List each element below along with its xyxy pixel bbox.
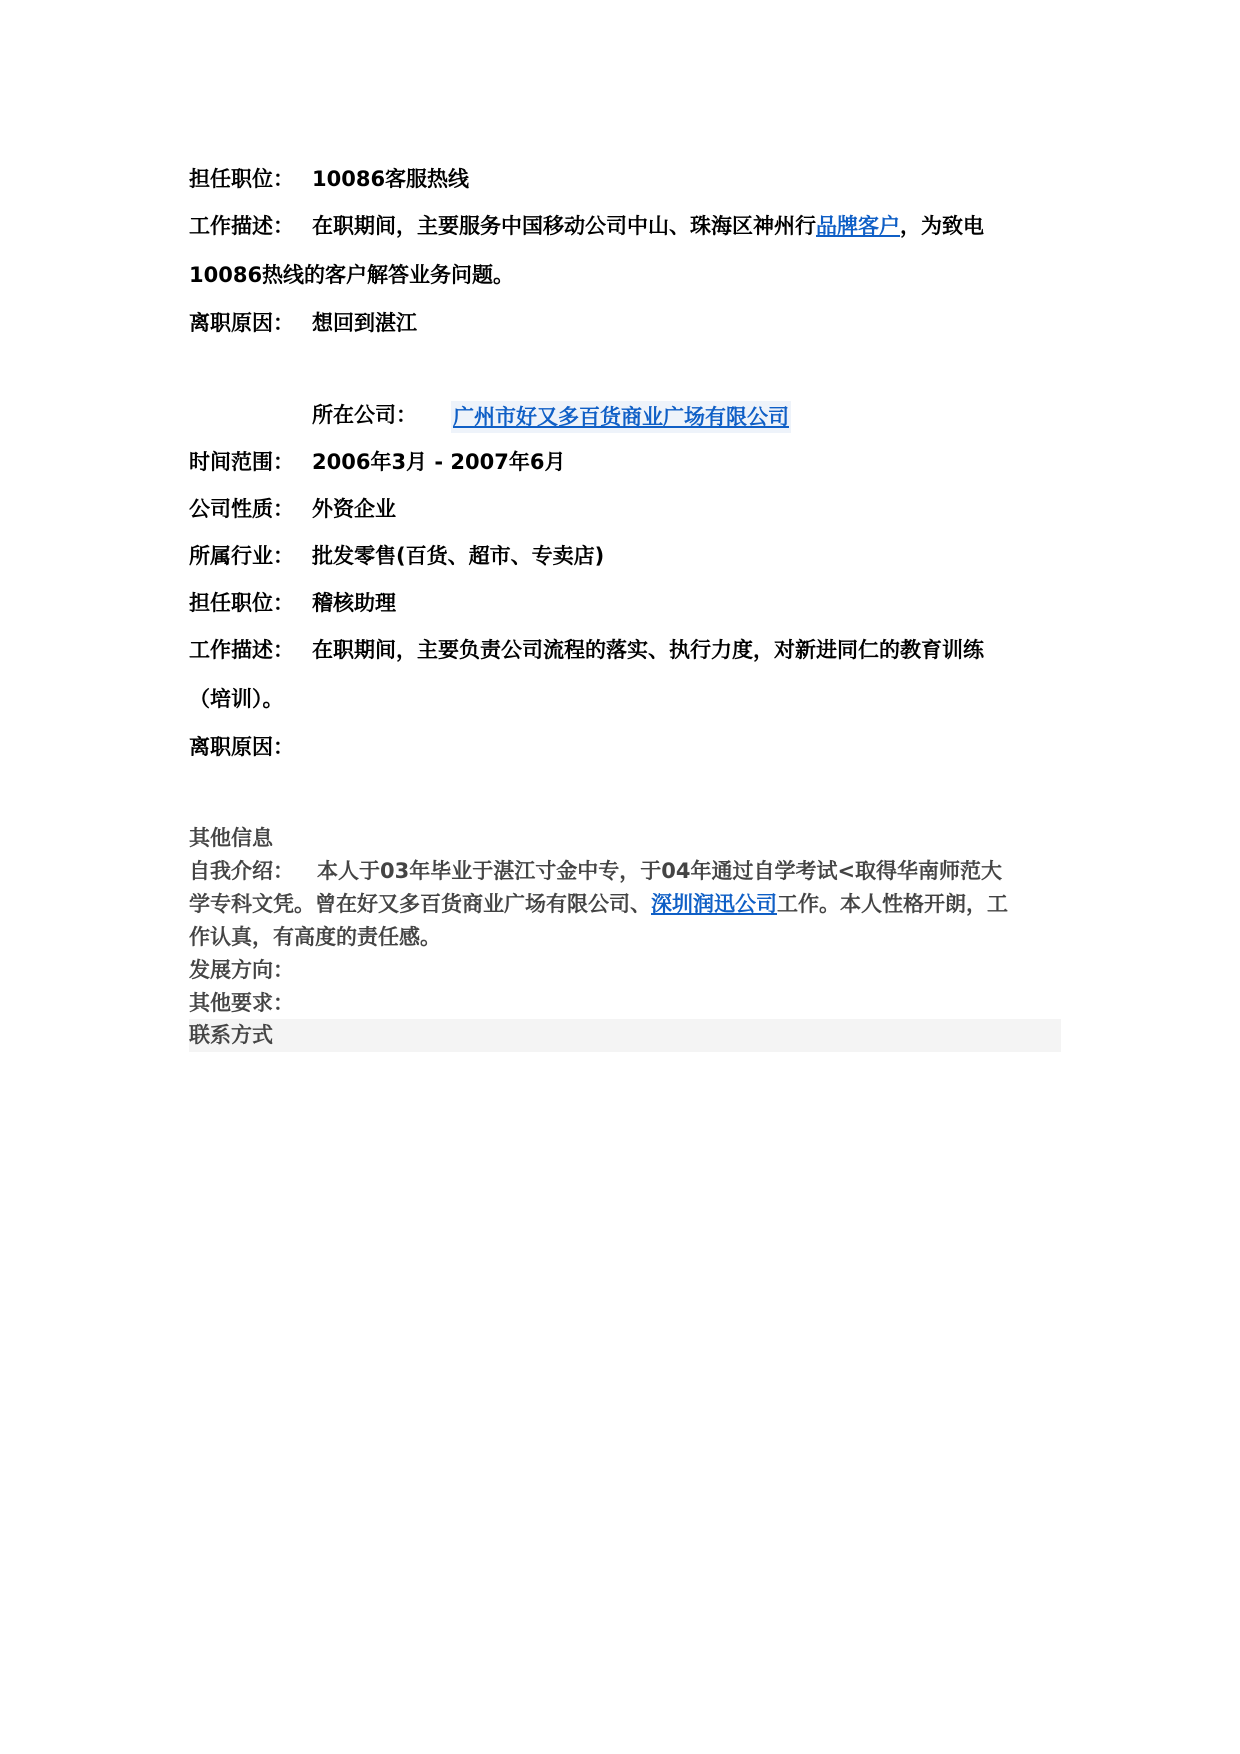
job1-desc-part2: ，为致电: [900, 214, 984, 238]
job1-desc-label: 工作描述：: [189, 214, 294, 238]
job2-leave-label: 离职原因：: [189, 735, 294, 759]
job2-company-label: 所在公司：: [312, 403, 417, 427]
job2-time-value: 2006年3月 - 2007年6月: [312, 450, 566, 474]
contact-heading: 联系方式: [189, 1023, 273, 1047]
job1-leave-label: 离职原因：: [189, 311, 294, 335]
job2-nature-value: 外资企业: [312, 497, 396, 521]
job2-nature-label: 公司性质：: [189, 497, 294, 521]
self-intro-line1: [189, 855, 1061, 888]
self-intro-label: 自我介绍：: [189, 859, 294, 883]
job1-desc-part1: 在职期间，主要服务中国移动公司中山、珠海区神州行: [312, 214, 816, 238]
job1-position-label: 担任职位：: [189, 167, 294, 191]
job2-desc-line2: （培训）。: [189, 687, 284, 711]
job2-time-label: 时间范围：: [189, 450, 294, 474]
job1-desc-text: [312, 212, 984, 240]
job2-desc-line1: 在职期间，主要负责公司流程的落实、执行力度，对新进同仁的教育训练: [312, 638, 984, 662]
job2-position-value: 稽核助理: [312, 591, 396, 615]
job2-desc-label: 工作描述：: [189, 638, 294, 662]
shenzhen-runxun-link[interactable]: 深圳润迅公司: [651, 892, 777, 916]
self-intro-text-line1: 本人于03年毕业于湛江寸金中专，于04年通过自学考试<取得华南师范大: [317, 859, 1003, 883]
job2-industry-label: 所属行业：: [189, 544, 294, 568]
job2-position-label: 担任职位：: [189, 591, 294, 615]
self-intro-line2: [189, 888, 1061, 921]
self-intro-text-line2a: 学专科文凭。曾在好又多百货商业广场有限公司、: [189, 892, 651, 916]
job2-industry-value: 批发零售(百货、超市、专卖店): [312, 544, 605, 568]
other-requirements-label: 其他要求：: [189, 991, 294, 1015]
brand-customer-link[interactable]: 品牌客户: [816, 214, 900, 238]
development-direction-label: 发展方向：: [189, 958, 294, 982]
self-intro-text-line3: 作认真，有高度的责任感。: [189, 925, 441, 949]
self-intro-text-line2b: 工作。本人性格开朗，工: [777, 892, 1008, 916]
other-info-heading: 其他信息: [189, 826, 273, 850]
job1-leave-value: 想回到湛江: [312, 311, 417, 335]
job1-position-value: 10086客服热线: [312, 167, 470, 191]
company-link[interactable]: 广州市好又多百货商业广场有限公司: [451, 401, 791, 433]
job1-desc-line2: 10086热线的客户解答业务问题。: [189, 263, 515, 287]
